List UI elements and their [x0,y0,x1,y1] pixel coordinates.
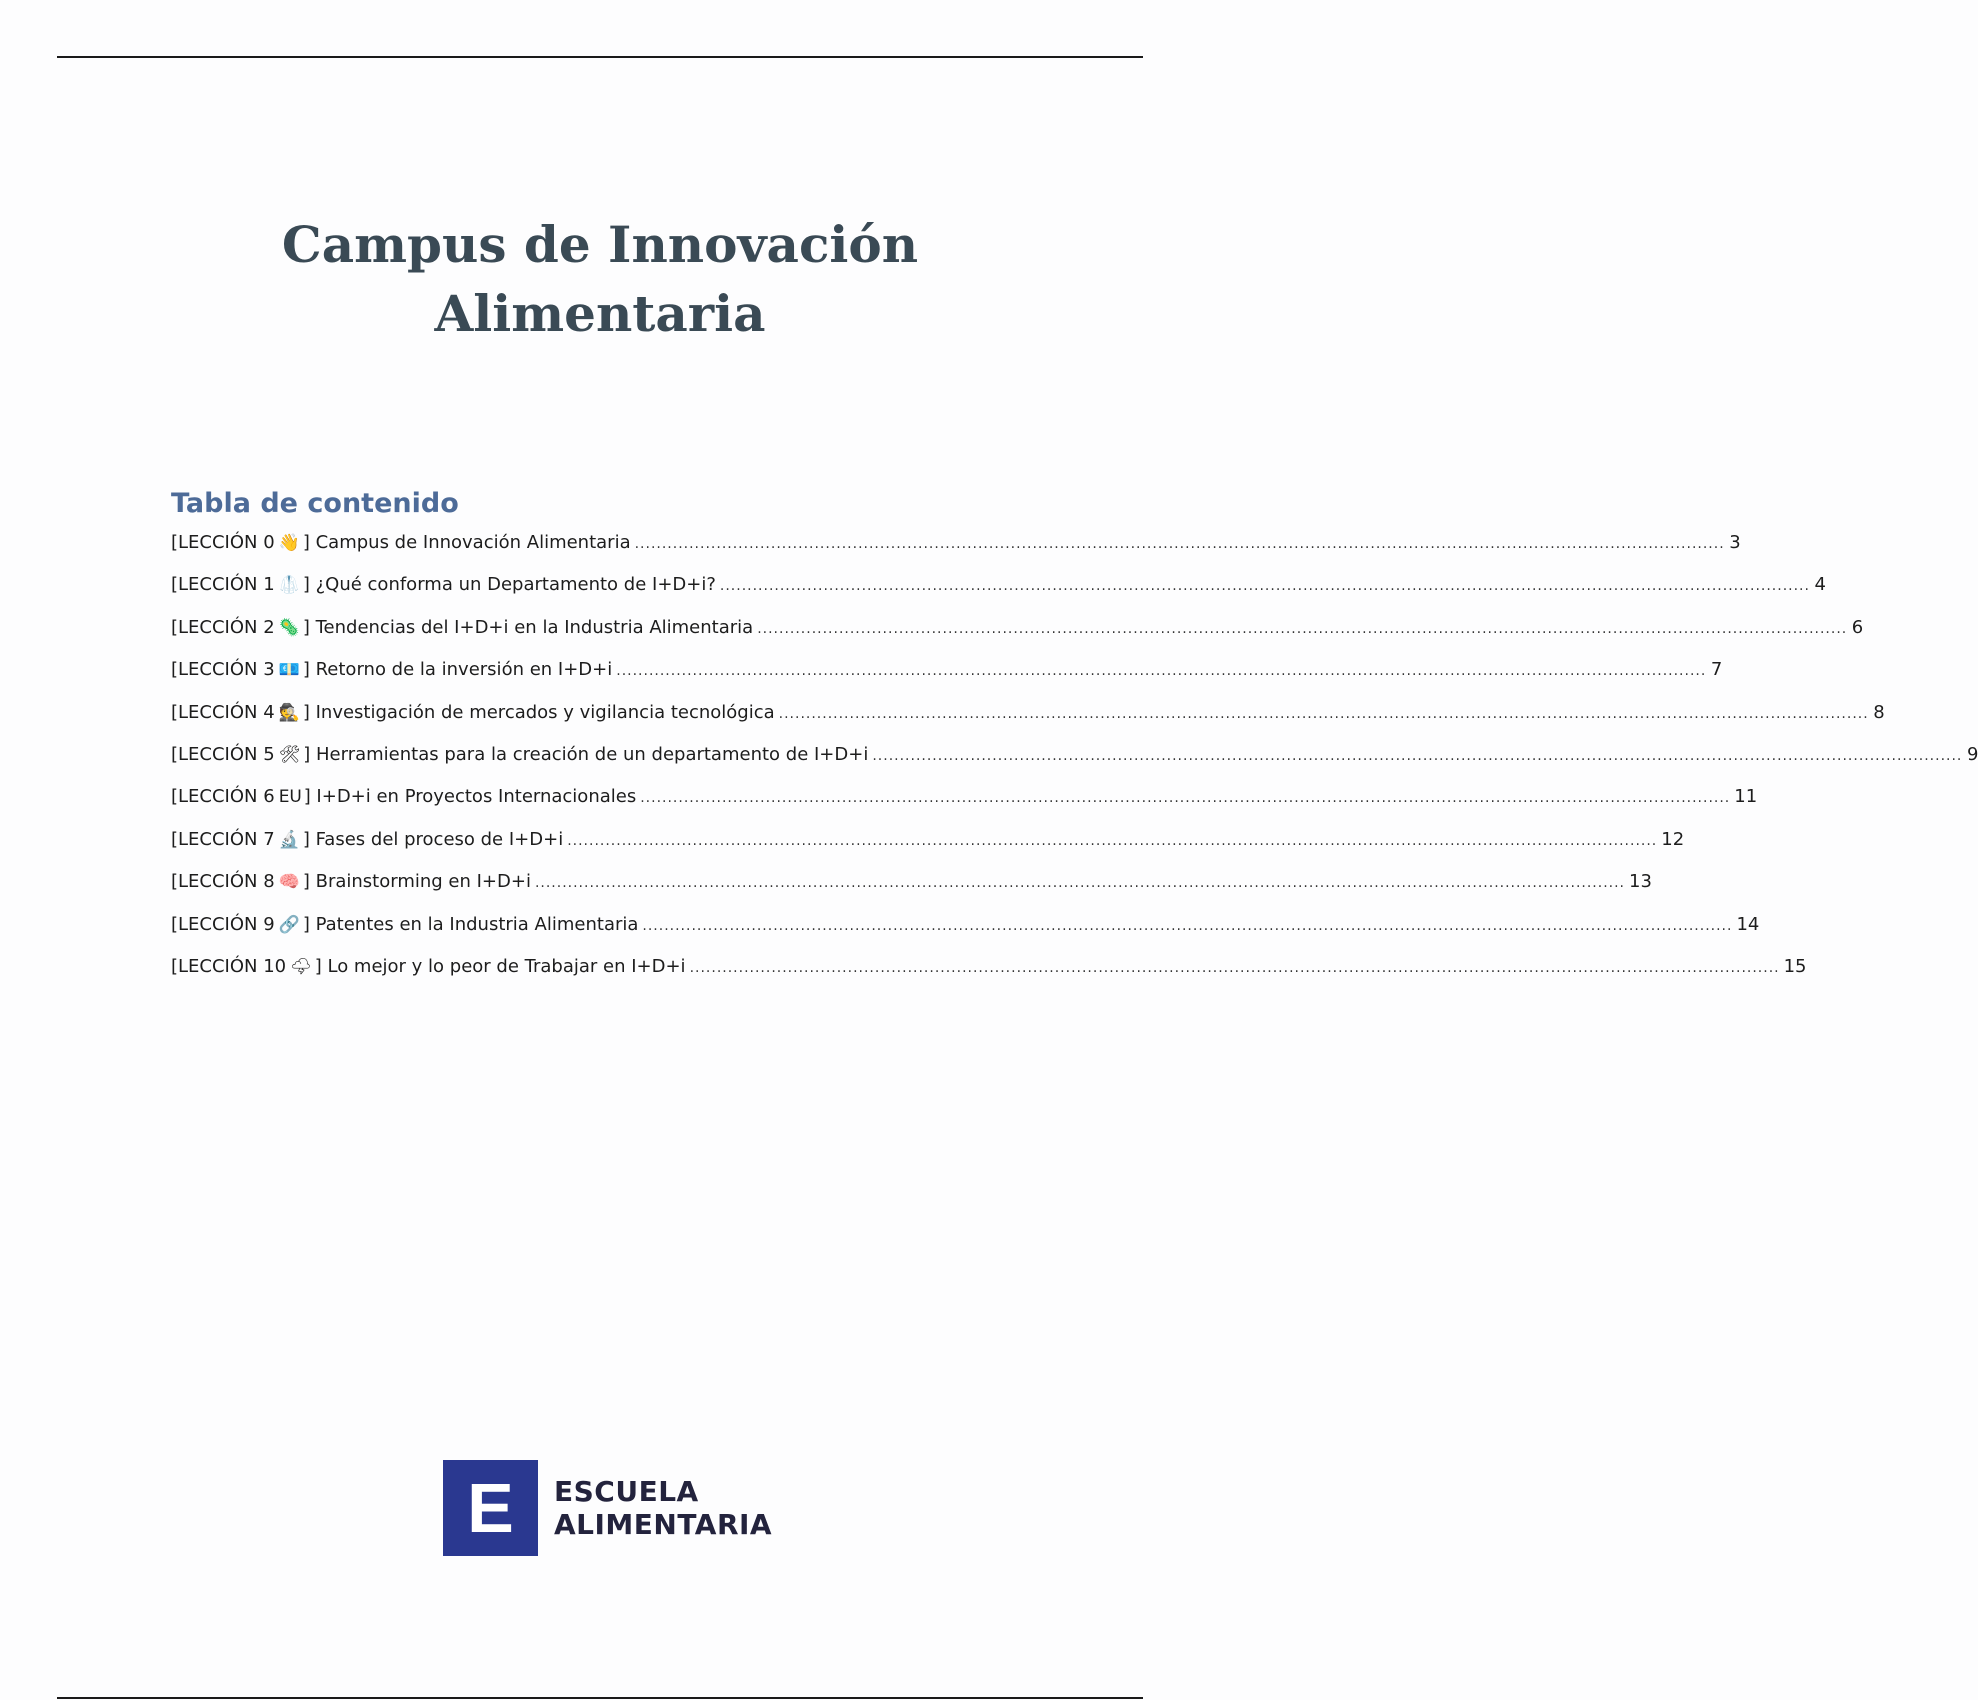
toc-entry-leader: ........................................................................................................................................................................................................ [640,790,1731,807]
toc-entry-title: ] Fases del proceso de I+D+i [302,828,564,850]
logo-wordmark [554,1475,772,1541]
footer-rule [57,1697,1143,1699]
toc-entry-leader: ........................................................................................................................................................................................................ [567,832,1658,849]
toc-entry-lesson: [LECCIÓN 8 [171,871,275,893]
toc-entry-page-number: 4 [1814,574,1826,596]
table-of-contents [171,484,1978,998]
toc-entry-emoji-icon: 🕵 [278,702,300,723]
toc-entry-leader: ........................................................................................................................................................................................................ [634,536,1725,552]
toc-entry-lesson: [LECCIÓN 2 [171,616,275,638]
toc-entry[interactable] [171,616,1864,659]
toc-entry-lesson: [LECCIÓN 9 [171,913,275,935]
toc-entry-page-number: 14 [1736,913,1760,935]
toc-entry-lesson: [LECCIÓN 7 [171,828,275,850]
logo-mark-icon: E [443,1460,538,1556]
toc-entry[interactable] [171,955,1807,998]
toc-entry-emoji-icon: EU [278,787,302,808]
toc-entry-emoji-icon: 🔬 [278,829,300,850]
toc-entry-title: ] ¿Qué conforma un Departamento de I+D+i? [302,574,716,596]
toc-list [171,532,1978,998]
toc-entry-emoji-icon: 🌩 [290,956,312,977]
logo-line-1: ESCUELA [554,1475,699,1508]
toc-entry-emoji-icon: 🦠 [278,617,300,638]
title-line-2: Alimentaria [434,284,766,343]
toc-entry-leader: ........................................................................................................................................................................................................ [616,663,1707,680]
toc-entry-emoji-icon: 🛠 [278,744,301,765]
toc-entry-lesson: [LECCIÓN 6 [171,786,275,808]
toc-entry-leader: ........................................................................................................................................................................................................ [872,747,1963,764]
toc-entry-page-number: 7 [1710,659,1723,681]
toc-entry-title: ] I+D+i en Proyectos Internacionales [303,786,637,808]
toc-entry-title: ] Retorno de la inversión en I+D+i [302,659,613,681]
toc-entry-leader: ........................................................................................................................................................................................................ [757,620,1848,637]
escuela-alimentaria-logo [443,1460,772,1556]
toc-entry[interactable] [171,743,1978,786]
toc-entry-leader: ........................................................................................................................................................................................................ [719,578,1810,595]
document-title [0,210,1200,348]
toc-entry[interactable] [171,913,1760,956]
toc-entry-lesson: [LECCIÓN 3 [171,659,275,681]
toc-entry[interactable] [171,659,1723,701]
toc-entry-page-number: 3 [1729,532,1741,553]
toc-entry-title: ] Lo mejor y lo peor de Trabajar en I+D+i [314,955,686,977]
toc-entry-emoji-icon: 🥼 [278,575,300,596]
toc-entry-page-number: 11 [1734,786,1758,808]
toc-entry-emoji-icon: 👋 [278,533,300,553]
toc-entry-lesson: [LECCIÓN 0 [171,532,275,553]
toc-entry-leader: ........................................................................................................................................................................................................ [778,705,1869,722]
toc-heading: Tabla de contenido [171,488,459,519]
header-rule [57,56,1143,58]
toc-entry-page-number: 9 [1966,743,1978,765]
toc-entry-title: ] Patentes en la Industria Alimentaria [302,913,639,935]
toc-entry[interactable] [171,828,1685,871]
logo-line-2: ALIMENTARIA [554,1508,773,1541]
toc-entry-title: ] Brainstorming en I+D+i [302,871,531,893]
toc-entry[interactable] [171,574,1826,616]
toc-entry-title: ] Campus de Innovación Alimentaria [302,532,631,553]
toc-entry-page-number: 6 [1851,616,1864,638]
toc-entry-page-number: 12 [1661,828,1685,850]
toc-entry-title: ] Herramientas para la creación de un departamento de I+D+i [303,743,869,765]
toc-entry-lesson: [LECCIÓN 5 [171,743,275,765]
toc-entry-page-number: 13 [1629,871,1652,893]
toc-entry-emoji-icon: 🔗 [278,914,300,935]
toc-entry-page-number: 8 [1873,701,1885,723]
toc-entry-leader: ........................................................................................................................................................................................................ [689,959,1780,976]
toc-entry-page-number: 15 [1783,955,1807,977]
title-line-1: Campus de Innovación [281,215,919,274]
toc-entry-emoji-icon: 🧠 [278,872,300,893]
toc-entry-emoji-icon: 💶 [278,660,300,681]
toc-entry-lesson: [LECCIÓN 4 [171,701,275,723]
toc-entry-lesson: [LECCIÓN 10 [171,955,287,977]
toc-entry-title: ] Tendencias del I+D+i en la Industria Alimentaria [302,616,754,638]
toc-entry-leader: ........................................................................................................................................................................................................ [642,917,1733,934]
toc-entry-lesson: [LECCIÓN 1 [171,574,275,596]
toc-entry[interactable] [171,532,1741,574]
toc-entry-title: ] Investigación de mercados y vigilancia tecnológica [302,701,775,723]
toc-entry[interactable] [171,871,1652,913]
toc-entry[interactable] [171,786,1758,828]
toc-entry[interactable] [171,701,1885,744]
toc-entry-leader: ........................................................................................................................................................................................................ [534,875,1625,892]
